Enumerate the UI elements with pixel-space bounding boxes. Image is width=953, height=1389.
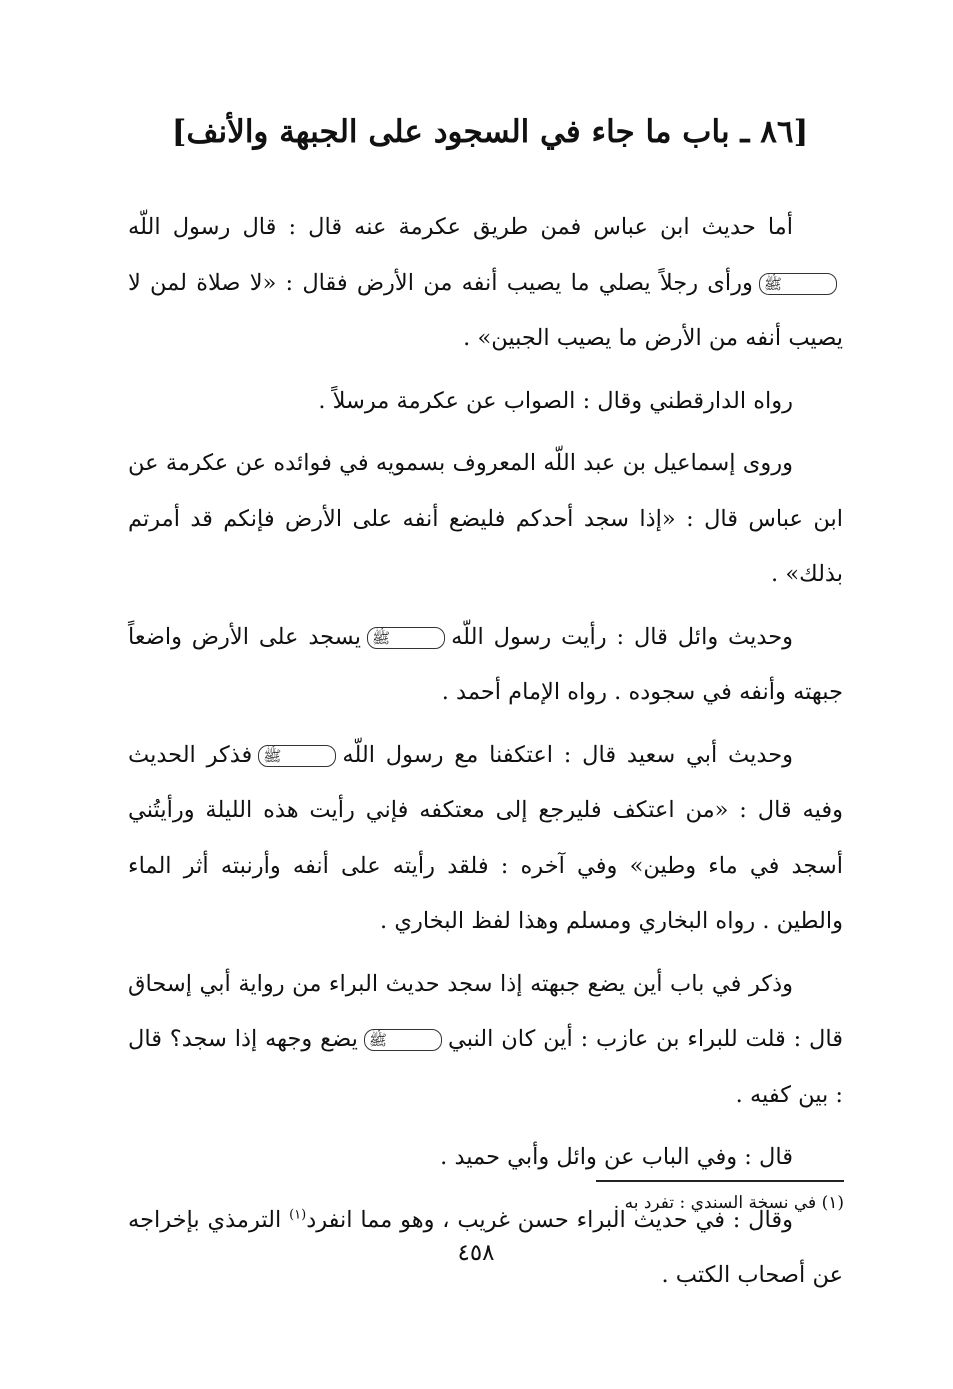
paragraph-text: وحديث أبي سعيد قال : اعتكفنا مع رسول اللّه [342, 741, 793, 768]
paragraph-text: الترمذي بإخراجه عن أصحاب الكتب . [128, 1206, 843, 1288]
paragraph-text: أما حديث ابن عباس فمن طريق عكرمة عنه قال : قال رسول اللّه [128, 214, 793, 240]
paragraph-wail-abu-humayd [128, 1130, 843, 1186]
salawat-symbol-icon: ﷺ [759, 273, 837, 295]
paragraph-wail-hadith [128, 610, 843, 721]
salawat-symbol-icon: ﷺ [364, 1029, 442, 1051]
salawat-symbol-icon: ﷺ [367, 627, 445, 649]
page-number: ٤٥٨ [457, 1240, 495, 1266]
chapter-title: [٨٦ ـ باب ما جاء في السجود على الجبهة والأنف] [171, 114, 809, 150]
footnote: (١) في نسخة السندي : تفرد به . [613, 1193, 844, 1213]
paragraph-text: وذكر في باب أين يضع جبهته إذا سجد حديث البراء من رواية أبي إسحاق قال : قلت للبراء بن عازب : أين كان النبي [128, 970, 843, 1052]
paragraph-text: قال : وفي الباب عن وائل وأبي حميد . [440, 1144, 793, 1170]
body-text [128, 200, 843, 1311]
footnote-divider [596, 1180, 844, 1182]
paragraph-text: ورأى رجلاً يصلي ما يصيب أنفه من الأرض فقال : «لا صلاة لمن لا يصيب أنفه من الأرض ما يصيب الجبين» . [128, 269, 843, 351]
paragraph-bara-hadith [128, 957, 843, 1124]
paragraph-text: يسجد على الأرض واضعاً جبهته وأنفه في سجوده . رواه الإمام أحمد . [128, 623, 843, 705]
paragraph-text: رواه الدارقطني وقال : الصواب عن عكرمة مرسلاً . [318, 387, 793, 414]
paragraph-text: وروى إسماعيل بن عبد اللّه المعروف بسمويه في فوائده عن عكرمة عن ابن عباس قال : «إذا سجد أحدكم فليضع أنفه على الأرض فإنكم قد أمرتم بذلك» . [128, 450, 843, 587]
paragraph-abu-said-hadith [128, 728, 843, 950]
paragraph-text: وحديث وائل قال : رأيت رسول اللّه [451, 623, 793, 650]
paragraph-ibn-abbas-hadith [128, 200, 843, 367]
paragraph-text: وقال : في حديث البراء حسن غريب ، وهو مما انفرد [306, 1206, 793, 1233]
footnote-marker: (١) [289, 1207, 307, 1222]
paragraph-daraqutni [128, 374, 843, 430]
salawat-symbol-icon: ﷺ [258, 745, 336, 767]
paragraph-samawayh [128, 436, 843, 603]
paragraph-text: فذكر الحديث وفيه قال : «من اعتكف فليرجع إلى معتكفه فإني رأيت هذه الليلة ورأيتُني أسجد في ماء وطين» وفي آخره : فلقد رأيته على أنفه وأرنبته أثر الماء والطين . رواه البخاري ومسلم وهذا لفظ البخاري . [128, 741, 843, 934]
paragraph-text: يضع وجهه إذا سجد؟ قال : بين كفيه . [128, 1026, 843, 1108]
